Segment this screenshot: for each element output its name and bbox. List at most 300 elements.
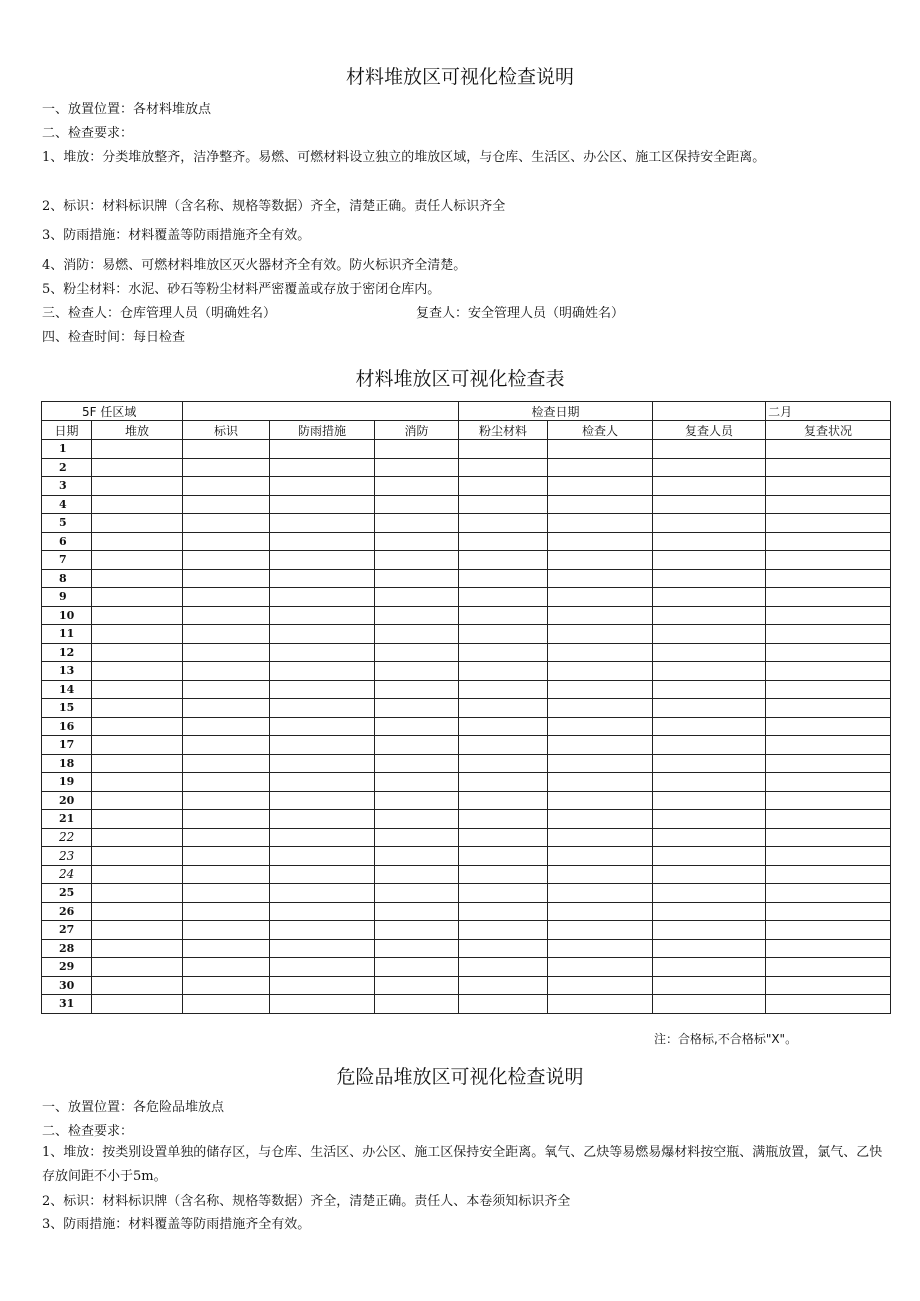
check-cell[interactable]: [183, 754, 270, 773]
check-cell[interactable]: [653, 551, 766, 570]
check-cell[interactable]: [459, 921, 548, 940]
check-cell[interactable]: [548, 995, 653, 1014]
check-cell[interactable]: [653, 458, 766, 477]
check-cell[interactable]: [653, 773, 766, 792]
check-cell[interactable]: [183, 995, 270, 1014]
check-cell[interactable]: [375, 995, 459, 1014]
check-cell[interactable]: [459, 773, 548, 792]
check-cell[interactable]: [183, 588, 270, 607]
check-cell[interactable]: [270, 995, 375, 1014]
check-cell[interactable]: [270, 958, 375, 977]
check-cell[interactable]: [183, 551, 270, 570]
check-cell[interactable]: [183, 791, 270, 810]
check-cell[interactable]: [270, 976, 375, 995]
table-row: [42, 495, 891, 514]
check-cell[interactable]: [92, 995, 183, 1014]
check-cell[interactable]: [270, 643, 375, 662]
check-cell[interactable]: [459, 902, 548, 921]
check-cell[interactable]: [92, 643, 183, 662]
column-header: 复查人员: [653, 421, 766, 440]
check-cell[interactable]: [375, 440, 459, 459]
check-cell[interactable]: [183, 532, 270, 551]
check-cell[interactable]: [92, 958, 183, 977]
check-cell[interactable]: [375, 976, 459, 995]
check-cell[interactable]: [183, 477, 270, 496]
check-cell[interactable]: [92, 736, 183, 755]
check-cell[interactable]: [92, 847, 183, 866]
check-cell[interactable]: [548, 976, 653, 995]
check-cell[interactable]: [270, 754, 375, 773]
check-cell[interactable]: [270, 791, 375, 810]
check-cell[interactable]: [183, 736, 270, 755]
check-cell[interactable]: [459, 810, 548, 829]
check-cell[interactable]: [183, 902, 270, 921]
check-cell[interactable]: [375, 551, 459, 570]
check-cell[interactable]: [270, 606, 375, 625]
table-row: [42, 569, 891, 588]
table-row: [42, 847, 891, 866]
check-cell[interactable]: [375, 477, 459, 496]
check-cell[interactable]: [92, 810, 183, 829]
check-cell[interactable]: [375, 699, 459, 718]
day-number: 20: [42, 791, 92, 810]
check-cell[interactable]: [183, 662, 270, 681]
check-cell[interactable]: [92, 514, 183, 533]
check-cell[interactable]: [548, 865, 653, 884]
check-cell[interactable]: [375, 588, 459, 607]
table-row: [42, 662, 891, 681]
check-cell[interactable]: [459, 884, 548, 903]
check-cell[interactable]: [548, 736, 653, 755]
check-cell[interactable]: [653, 643, 766, 662]
check-cell[interactable]: [653, 976, 766, 995]
section2-item-3: 3、防雨措施：材料覆盖等防雨措施齐全有效。: [42, 1217, 311, 1232]
check-cell[interactable]: [766, 939, 891, 958]
check-cell[interactable]: [653, 939, 766, 958]
check-cell[interactable]: [375, 662, 459, 681]
check-cell[interactable]: [766, 643, 891, 662]
check-cell[interactable]: [653, 532, 766, 551]
check-cell[interactable]: [92, 791, 183, 810]
check-cell[interactable]: [766, 921, 891, 940]
table-row: [42, 828, 891, 847]
column-header: 复查状况: [766, 421, 891, 440]
day-number: 5: [42, 514, 92, 533]
day-number: 29: [42, 958, 92, 977]
check-cell[interactable]: [548, 606, 653, 625]
check-cell[interactable]: [459, 551, 548, 570]
check-cell[interactable]: [375, 606, 459, 625]
check-cell[interactable]: [183, 865, 270, 884]
table-meta-row: [42, 402, 891, 421]
check-cell[interactable]: [653, 477, 766, 496]
check-cell[interactable]: [375, 754, 459, 773]
check-cell[interactable]: [548, 458, 653, 477]
check-cell[interactable]: [270, 625, 375, 644]
check-cell[interactable]: [548, 828, 653, 847]
check-cell[interactable]: [548, 514, 653, 533]
check-cell[interactable]: [92, 884, 183, 903]
check-cell[interactable]: [653, 699, 766, 718]
check-cell[interactable]: [653, 588, 766, 607]
check-cell[interactable]: [270, 569, 375, 588]
check-cell[interactable]: [92, 532, 183, 551]
check-cell[interactable]: [270, 532, 375, 551]
check-cell[interactable]: [183, 625, 270, 644]
check-cell[interactable]: [766, 791, 891, 810]
check-cell[interactable]: [459, 458, 548, 477]
check-cell[interactable]: [548, 588, 653, 607]
check-cell[interactable]: [459, 625, 548, 644]
table-row: [42, 514, 891, 533]
check-cell[interactable]: [766, 995, 891, 1014]
check-cell[interactable]: [459, 958, 548, 977]
check-cell[interactable]: [766, 532, 891, 551]
column-header: 标识: [183, 421, 270, 440]
check-cell[interactable]: [766, 810, 891, 829]
check-cell[interactable]: [92, 939, 183, 958]
check-cell[interactable]: [766, 884, 891, 903]
check-cell[interactable]: [766, 976, 891, 995]
check-cell[interactable]: [459, 828, 548, 847]
check-cell[interactable]: [375, 865, 459, 884]
column-header: 检查人: [548, 421, 653, 440]
check-cell[interactable]: [459, 791, 548, 810]
check-cell[interactable]: [270, 847, 375, 866]
area-label: 5F 任区域: [42, 402, 183, 421]
check-cell[interactable]: [183, 606, 270, 625]
check-cell[interactable]: [766, 865, 891, 884]
check-cell[interactable]: [270, 828, 375, 847]
check-cell[interactable]: [183, 514, 270, 533]
day-number: 24: [42, 865, 92, 884]
check-cell[interactable]: [548, 643, 653, 662]
check-cell[interactable]: [548, 662, 653, 681]
check-cell[interactable]: [653, 625, 766, 644]
check-cell[interactable]: [270, 810, 375, 829]
check-cell[interactable]: [375, 902, 459, 921]
check-cell[interactable]: [270, 514, 375, 533]
check-cell[interactable]: [92, 458, 183, 477]
check-cell[interactable]: [548, 551, 653, 570]
check-cell[interactable]: [766, 773, 891, 792]
check-cell[interactable]: [459, 477, 548, 496]
check-cell[interactable]: [92, 440, 183, 459]
check-cell[interactable]: [270, 551, 375, 570]
check-cell[interactable]: [766, 717, 891, 736]
table-row: [42, 606, 891, 625]
check-cell[interactable]: [270, 902, 375, 921]
check-cell[interactable]: [653, 754, 766, 773]
check-cell[interactable]: [548, 754, 653, 773]
check-cell[interactable]: [653, 662, 766, 681]
section2-item-1: 1、堆放：按类别设置单独的储存区，与仓库、生活区、办公区、施工区保持安全距离。氧气、乙炔等易燃易爆材料按空瓶、满瓶放置，氯气、乙快存放间距不小于5m。: [42, 1145, 883, 1184]
check-cell[interactable]: [653, 717, 766, 736]
table-row: [42, 754, 891, 773]
check-cell[interactable]: [459, 847, 548, 866]
check-cell[interactable]: [270, 440, 375, 459]
check-cell[interactable]: [653, 606, 766, 625]
section1-requirements-heading: 二、检查要求：: [42, 126, 134, 141]
day-number: 4: [42, 495, 92, 514]
check-cell[interactable]: [270, 495, 375, 514]
check-cell[interactable]: [375, 884, 459, 903]
check-cell[interactable]: [459, 736, 548, 755]
month-value: 二月: [766, 402, 891, 421]
day-number: 2: [42, 458, 92, 477]
check-cell[interactable]: [183, 699, 270, 718]
check-cell[interactable]: [270, 699, 375, 718]
section1-inspector: 三、检查人：仓库管理人员（明确姓名）: [42, 306, 277, 321]
check-cell[interactable]: [92, 773, 183, 792]
check-cell[interactable]: [375, 828, 459, 847]
check-cell[interactable]: [92, 662, 183, 681]
check-cell[interactable]: [766, 606, 891, 625]
check-cell[interactable]: [183, 921, 270, 940]
check-cell[interactable]: [270, 588, 375, 607]
check-cell[interactable]: [183, 717, 270, 736]
check-cell[interactable]: [375, 643, 459, 662]
day-number: 8: [42, 569, 92, 588]
check-cell[interactable]: [92, 569, 183, 588]
table-row: [42, 995, 891, 1014]
check-cell[interactable]: [375, 532, 459, 551]
section1-item-1: 1、堆放：分类堆放整齐，洁净整齐。易燃、可燃材料设立独立的堆放区域，与仓库、生活区、办公区、施工区保持安全距离。: [42, 150, 766, 165]
check-cell[interactable]: [459, 865, 548, 884]
check-cell[interactable]: [766, 440, 891, 459]
check-cell[interactable]: [375, 810, 459, 829]
check-cell[interactable]: [548, 791, 653, 810]
check-cell[interactable]: [375, 625, 459, 644]
check-cell[interactable]: [459, 606, 548, 625]
check-cell[interactable]: [653, 440, 766, 459]
area-value[interactable]: [183, 402, 459, 421]
check-cell[interactable]: [375, 958, 459, 977]
check-cell[interactable]: [183, 495, 270, 514]
check-cell[interactable]: [375, 717, 459, 736]
section1-item-4: 4、消防：易燃、可燃材料堆放区灭火器材齐全有效。防火标识齐全清楚。: [42, 258, 467, 273]
check-cell[interactable]: [766, 569, 891, 588]
check-cell[interactable]: [183, 458, 270, 477]
check-cell[interactable]: [548, 680, 653, 699]
check-cell[interactable]: [548, 773, 653, 792]
check-cell[interactable]: [459, 643, 548, 662]
check-cell[interactable]: [459, 976, 548, 995]
check-cell[interactable]: [92, 921, 183, 940]
check-cell[interactable]: [548, 625, 653, 644]
check-cell[interactable]: [766, 551, 891, 570]
check-cell[interactable]: [92, 625, 183, 644]
check-cell[interactable]: [653, 884, 766, 903]
check-cell[interactable]: [766, 754, 891, 773]
check-cell[interactable]: [548, 699, 653, 718]
check-cell[interactable]: [459, 495, 548, 514]
check-cell[interactable]: [270, 477, 375, 496]
table-row: [42, 458, 891, 477]
check-cell[interactable]: [459, 440, 548, 459]
check-cell[interactable]: [766, 828, 891, 847]
check-cell[interactable]: [548, 921, 653, 940]
table-row: [42, 440, 891, 459]
check-cell[interactable]: [183, 847, 270, 866]
check-cell[interactable]: [183, 828, 270, 847]
check-cell[interactable]: [183, 976, 270, 995]
check-cell[interactable]: [653, 514, 766, 533]
check-cell[interactable]: [459, 717, 548, 736]
day-number: 9: [42, 588, 92, 607]
check-cell[interactable]: [92, 495, 183, 514]
day-number: 1: [42, 440, 92, 459]
check-cell[interactable]: [375, 736, 459, 755]
check-cell[interactable]: [766, 699, 891, 718]
check-cell[interactable]: [92, 976, 183, 995]
column-header: 日期: [42, 421, 92, 440]
check-cell[interactable]: [183, 810, 270, 829]
check-cell[interactable]: [766, 514, 891, 533]
check-cell[interactable]: [653, 847, 766, 866]
check-cell[interactable]: [270, 717, 375, 736]
check-cell[interactable]: [548, 810, 653, 829]
check-cell[interactable]: [270, 865, 375, 884]
check-cell[interactable]: [548, 495, 653, 514]
check-cell[interactable]: [92, 865, 183, 884]
check-cell[interactable]: [653, 865, 766, 884]
table-row: [42, 551, 891, 570]
check-cell[interactable]: [92, 699, 183, 718]
check-cell[interactable]: [270, 458, 375, 477]
check-cell[interactable]: [548, 569, 653, 588]
check-cell[interactable]: [459, 699, 548, 718]
check-cell[interactable]: [270, 884, 375, 903]
check-cell[interactable]: [766, 736, 891, 755]
check-cell[interactable]: [766, 662, 891, 681]
check-cell[interactable]: [653, 995, 766, 1014]
day-number: 17: [42, 736, 92, 755]
check-cell[interactable]: [548, 847, 653, 866]
check-cell[interactable]: [653, 495, 766, 514]
check-cell[interactable]: [548, 532, 653, 551]
check-cell[interactable]: [653, 569, 766, 588]
check-cell[interactable]: [653, 958, 766, 977]
check-cell[interactable]: [548, 884, 653, 903]
check-cell[interactable]: [375, 495, 459, 514]
check-cell[interactable]: [653, 810, 766, 829]
check-cell[interactable]: [653, 921, 766, 940]
check-cell[interactable]: [459, 680, 548, 699]
check-cell[interactable]: [92, 606, 183, 625]
day-number: 13: [42, 662, 92, 681]
check-cell[interactable]: [766, 588, 891, 607]
check-cell[interactable]: [459, 662, 548, 681]
check-cell[interactable]: [766, 902, 891, 921]
check-cell[interactable]: [375, 458, 459, 477]
check-cell[interactable]: [766, 495, 891, 514]
check-cell[interactable]: [183, 939, 270, 958]
check-cell[interactable]: [653, 828, 766, 847]
check-cell[interactable]: [92, 754, 183, 773]
check-cell[interactable]: [548, 958, 653, 977]
check-cell[interactable]: [459, 939, 548, 958]
table-row: [42, 773, 891, 792]
check-cell[interactable]: [270, 680, 375, 699]
day-number: 3: [42, 477, 92, 496]
check-cell[interactable]: [766, 958, 891, 977]
check-cell[interactable]: [548, 939, 653, 958]
section2-requirements-heading: 二、检查要求：: [42, 1124, 134, 1139]
check-cell[interactable]: [766, 625, 891, 644]
check-cell[interactable]: [766, 477, 891, 496]
check-cell[interactable]: [270, 736, 375, 755]
check-cell[interactable]: [459, 754, 548, 773]
day-number: 14: [42, 680, 92, 699]
check-cell[interactable]: [766, 458, 891, 477]
check-cell[interactable]: [92, 588, 183, 607]
check-cell[interactable]: [375, 569, 459, 588]
check-cell[interactable]: [653, 736, 766, 755]
check-cell[interactable]: [92, 551, 183, 570]
check-cell[interactable]: [183, 440, 270, 459]
table-row: [42, 643, 891, 662]
check-cell[interactable]: [459, 532, 548, 551]
check-cell[interactable]: [375, 680, 459, 699]
check-cell[interactable]: [766, 847, 891, 866]
section1-reviewer: 复查人：安全管理人员（明确姓名）: [416, 306, 625, 321]
check-cell[interactable]: [375, 921, 459, 940]
check-cell[interactable]: [653, 791, 766, 810]
check-cell[interactable]: [459, 514, 548, 533]
check-cell[interactable]: [92, 828, 183, 847]
check-cell[interactable]: [548, 902, 653, 921]
day-number: 10: [42, 606, 92, 625]
check-cell[interactable]: [270, 939, 375, 958]
check-cell[interactable]: [270, 773, 375, 792]
check-cell[interactable]: [375, 514, 459, 533]
check-cell[interactable]: [183, 884, 270, 903]
check-cell[interactable]: [92, 680, 183, 699]
check-cell[interactable]: [375, 847, 459, 866]
check-cell[interactable]: [183, 958, 270, 977]
check-cell[interactable]: [183, 643, 270, 662]
check-cell[interactable]: [459, 569, 548, 588]
section2-title: 危险品堆放区可视化检查说明: [336, 1066, 584, 1088]
day-number: 15: [42, 699, 92, 718]
check-cell[interactable]: [375, 939, 459, 958]
check-cell[interactable]: [548, 440, 653, 459]
check-cell[interactable]: [270, 921, 375, 940]
check-cell[interactable]: [183, 773, 270, 792]
inspection-table: [41, 401, 891, 1014]
check-cell[interactable]: [766, 680, 891, 699]
check-cell[interactable]: [459, 995, 548, 1014]
table-row: [42, 939, 891, 958]
table-row: [42, 699, 891, 718]
check-cell[interactable]: [183, 680, 270, 699]
check-cell[interactable]: [375, 791, 459, 810]
check-cell[interactable]: [92, 477, 183, 496]
date-value[interactable]: [653, 402, 766, 421]
check-cell[interactable]: [92, 902, 183, 921]
check-cell[interactable]: [548, 477, 653, 496]
check-cell[interactable]: [270, 662, 375, 681]
day-number: 30: [42, 976, 92, 995]
check-cell[interactable]: [653, 902, 766, 921]
check-cell[interactable]: [183, 569, 270, 588]
check-cell[interactable]: [548, 717, 653, 736]
check-cell[interactable]: [653, 680, 766, 699]
check-cell[interactable]: [375, 773, 459, 792]
check-cell[interactable]: [92, 717, 183, 736]
check-cell[interactable]: [459, 588, 548, 607]
